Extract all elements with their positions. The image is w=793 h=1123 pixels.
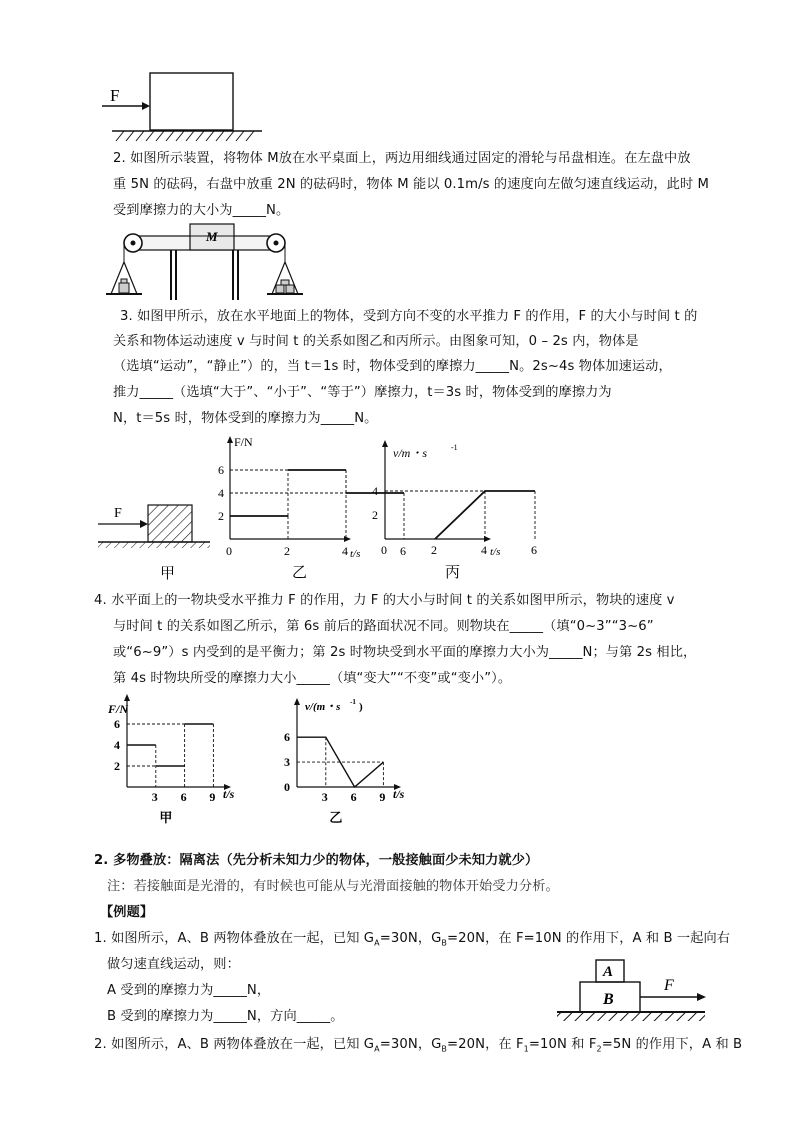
y-tick-label: 0 [284,780,290,794]
q4-line-3: 或“6~9”）s 内受到的是平衡力；第 2s 时物块受到水平面的摩擦力大小为_____N；与第 2s 相比， [113,645,697,660]
ex2-sub-b: B [441,1044,448,1054]
block-a-label: A [603,964,614,980]
x-tick-label: 6 [350,790,357,804]
y-axis-label: v/(m・s [305,701,341,713]
chart-caption: 丙 [445,565,461,581]
y-tick-label: 4 [218,486,224,500]
x-tick-label: 0 [226,544,232,558]
chart-caption: 乙 [292,565,308,581]
ex2-b: =30N，G [379,1037,442,1052]
x-tick-label: 4 [481,543,487,557]
y-axis-label: F/N [108,702,129,716]
q4-line-2: 与时间 t 的关系如图乙所示，第 6s 前后的路面状况不同。则物块在_____（填“0~3”“3~6” [113,619,654,634]
q4-line-4: 第 4s 时物块所受的摩擦力大小_____（填“变大”“不变”或“变小”）。 [113,671,512,686]
ex1-line-2: 做匀速直线运动，则： [107,957,240,972]
q3-jia-caption: 甲 [160,566,176,582]
y-axis-label-close: ) [359,701,363,713]
chart-caption: 甲 [159,810,173,825]
q3-jia-force-label: F [114,506,122,521]
y-tick-label: 4 [372,484,378,498]
q3-line-4: 推力_____（选填“大于”、“小于”、“等于”）摩擦力，t＝3s 时，物体受到的摩擦力为 [113,385,612,400]
x-tick-label: 6 [400,544,406,558]
block-b-label: B [603,991,614,1008]
ex1-line-4: B 受到的摩擦力为_____N，方向_____。 [107,1009,344,1024]
x-tick-label: 3 [321,790,328,804]
y-tick-label: 4 [114,738,120,752]
q2-line-1: 2. 如图所示装置，将物体 M放在水平桌面上，两边用细线通过固定的滑轮与吊盘相连。在左盘中放 [113,151,691,166]
x-tick-label: 9 [379,790,386,804]
x-tick-label: 2 [431,543,437,557]
ex2-a: 2. 如图所示，A、B 两物体叠放在一起，已知 G [94,1037,375,1052]
ex2-e: =5N 的作用下，A 和 B [601,1037,743,1052]
ex2-c: =20N，在 F [447,1037,524,1052]
y-tick-label: 2 [114,759,120,773]
y-axis-label: F/N [234,435,253,449]
q3-line-2: 关系和物体运动速度 v 与时间 t 的关系如图乙和丙所示。由图象可知，0 – 2s 内，物体是 [113,334,639,349]
ex1-sub-b: B [441,938,448,948]
x-tick-label: 4 [342,544,348,558]
x-axis-label: t/s [393,787,405,801]
force-label: F [110,86,120,105]
y-tick-label: 2 [372,508,378,522]
y-tick-label: 3 [284,755,290,770]
x-axis-label: t/s [223,787,235,801]
chart-caption: 乙 [329,810,343,825]
q3-line-1: 3. 如图甲所示，放在水平地面上的物体，受到方向不变的水平推力 F 的作用，F 的大小与时间 t 的 [120,309,698,324]
y-tick-label: 6 [284,730,290,745]
x-tick-label: 3 [151,790,158,804]
y-tick-label: 2 [218,509,224,523]
x-tick-label: 6 [180,790,187,804]
ex1-sub-a: A [374,938,380,948]
q4-line-1: 4. 水平面上的一物块受水平推力 F 的作用，力 F 的大小与时间 t 的关系如图甲所示，物块的速度 v [94,593,675,608]
x-tick-label: 9 [209,790,216,804]
q3-line-3: （选填“运动”，“静止”）的，当 t＝1s 时，物体受到的摩擦力_____N。2s~4s 物体加速运动， [113,359,672,374]
x-axis-label: t/s [350,548,361,560]
ex1-line-1-c: =20N，在 F=10N 的作用下，A 和 B 一起向右 [447,931,731,946]
section2-note: 注：若接触面是光滑的，有时候也可能从与光滑面接触的物体开始受力分析。 [107,879,559,894]
x-axis-label: t/s [490,546,501,558]
x-tick-label: 0 [381,543,387,557]
ex2-sub-c: 1 [523,1044,529,1054]
ex1-line-1-b: =30N，G [379,931,442,946]
q3-line-5: N，t＝5s 时，物体受到的摩擦力为_____N。 [113,411,378,426]
y-tick-label: 6 [218,463,224,477]
x-tick-label: 2 [284,544,290,558]
example-label: 【例题】 [100,905,154,920]
ex1-force-label: F [664,977,674,994]
block-m-label: M [206,229,218,244]
section2-heading: 2. 多物叠放：隔离法（先分析未知力少的物体，一般接触面少未知力就少） [94,853,539,868]
q2-line-3: 受到摩擦力的大小为_____N。 [113,203,290,218]
ex2-d: =10N 和 F [528,1037,597,1052]
q2-line-2: 重 5N 的砝码，右盘中放重 2N 的砝码时，物体 M 能以 0.1m/s 的速度向左做匀速直线运动，此时 M [113,177,709,192]
ex2-sub-d: 2 [596,1044,602,1054]
ex2-line-1 [94,1036,742,1059]
ex1-line-1-a: 1. 如图所示，A、B 两物体叠放在一起，已知 G [94,931,375,946]
y-axis-label-sup: -1 [451,443,458,452]
y-tick-label: 6 [114,717,120,731]
x-tick-label: 6 [531,543,537,557]
y-axis-label: v/m・s [393,446,427,460]
y-axis-label-sup: -1 [350,698,356,706]
ex1-line-3: A 受到的摩擦力为_____N， [107,983,271,998]
ex2-sub-a: A [374,1044,380,1054]
